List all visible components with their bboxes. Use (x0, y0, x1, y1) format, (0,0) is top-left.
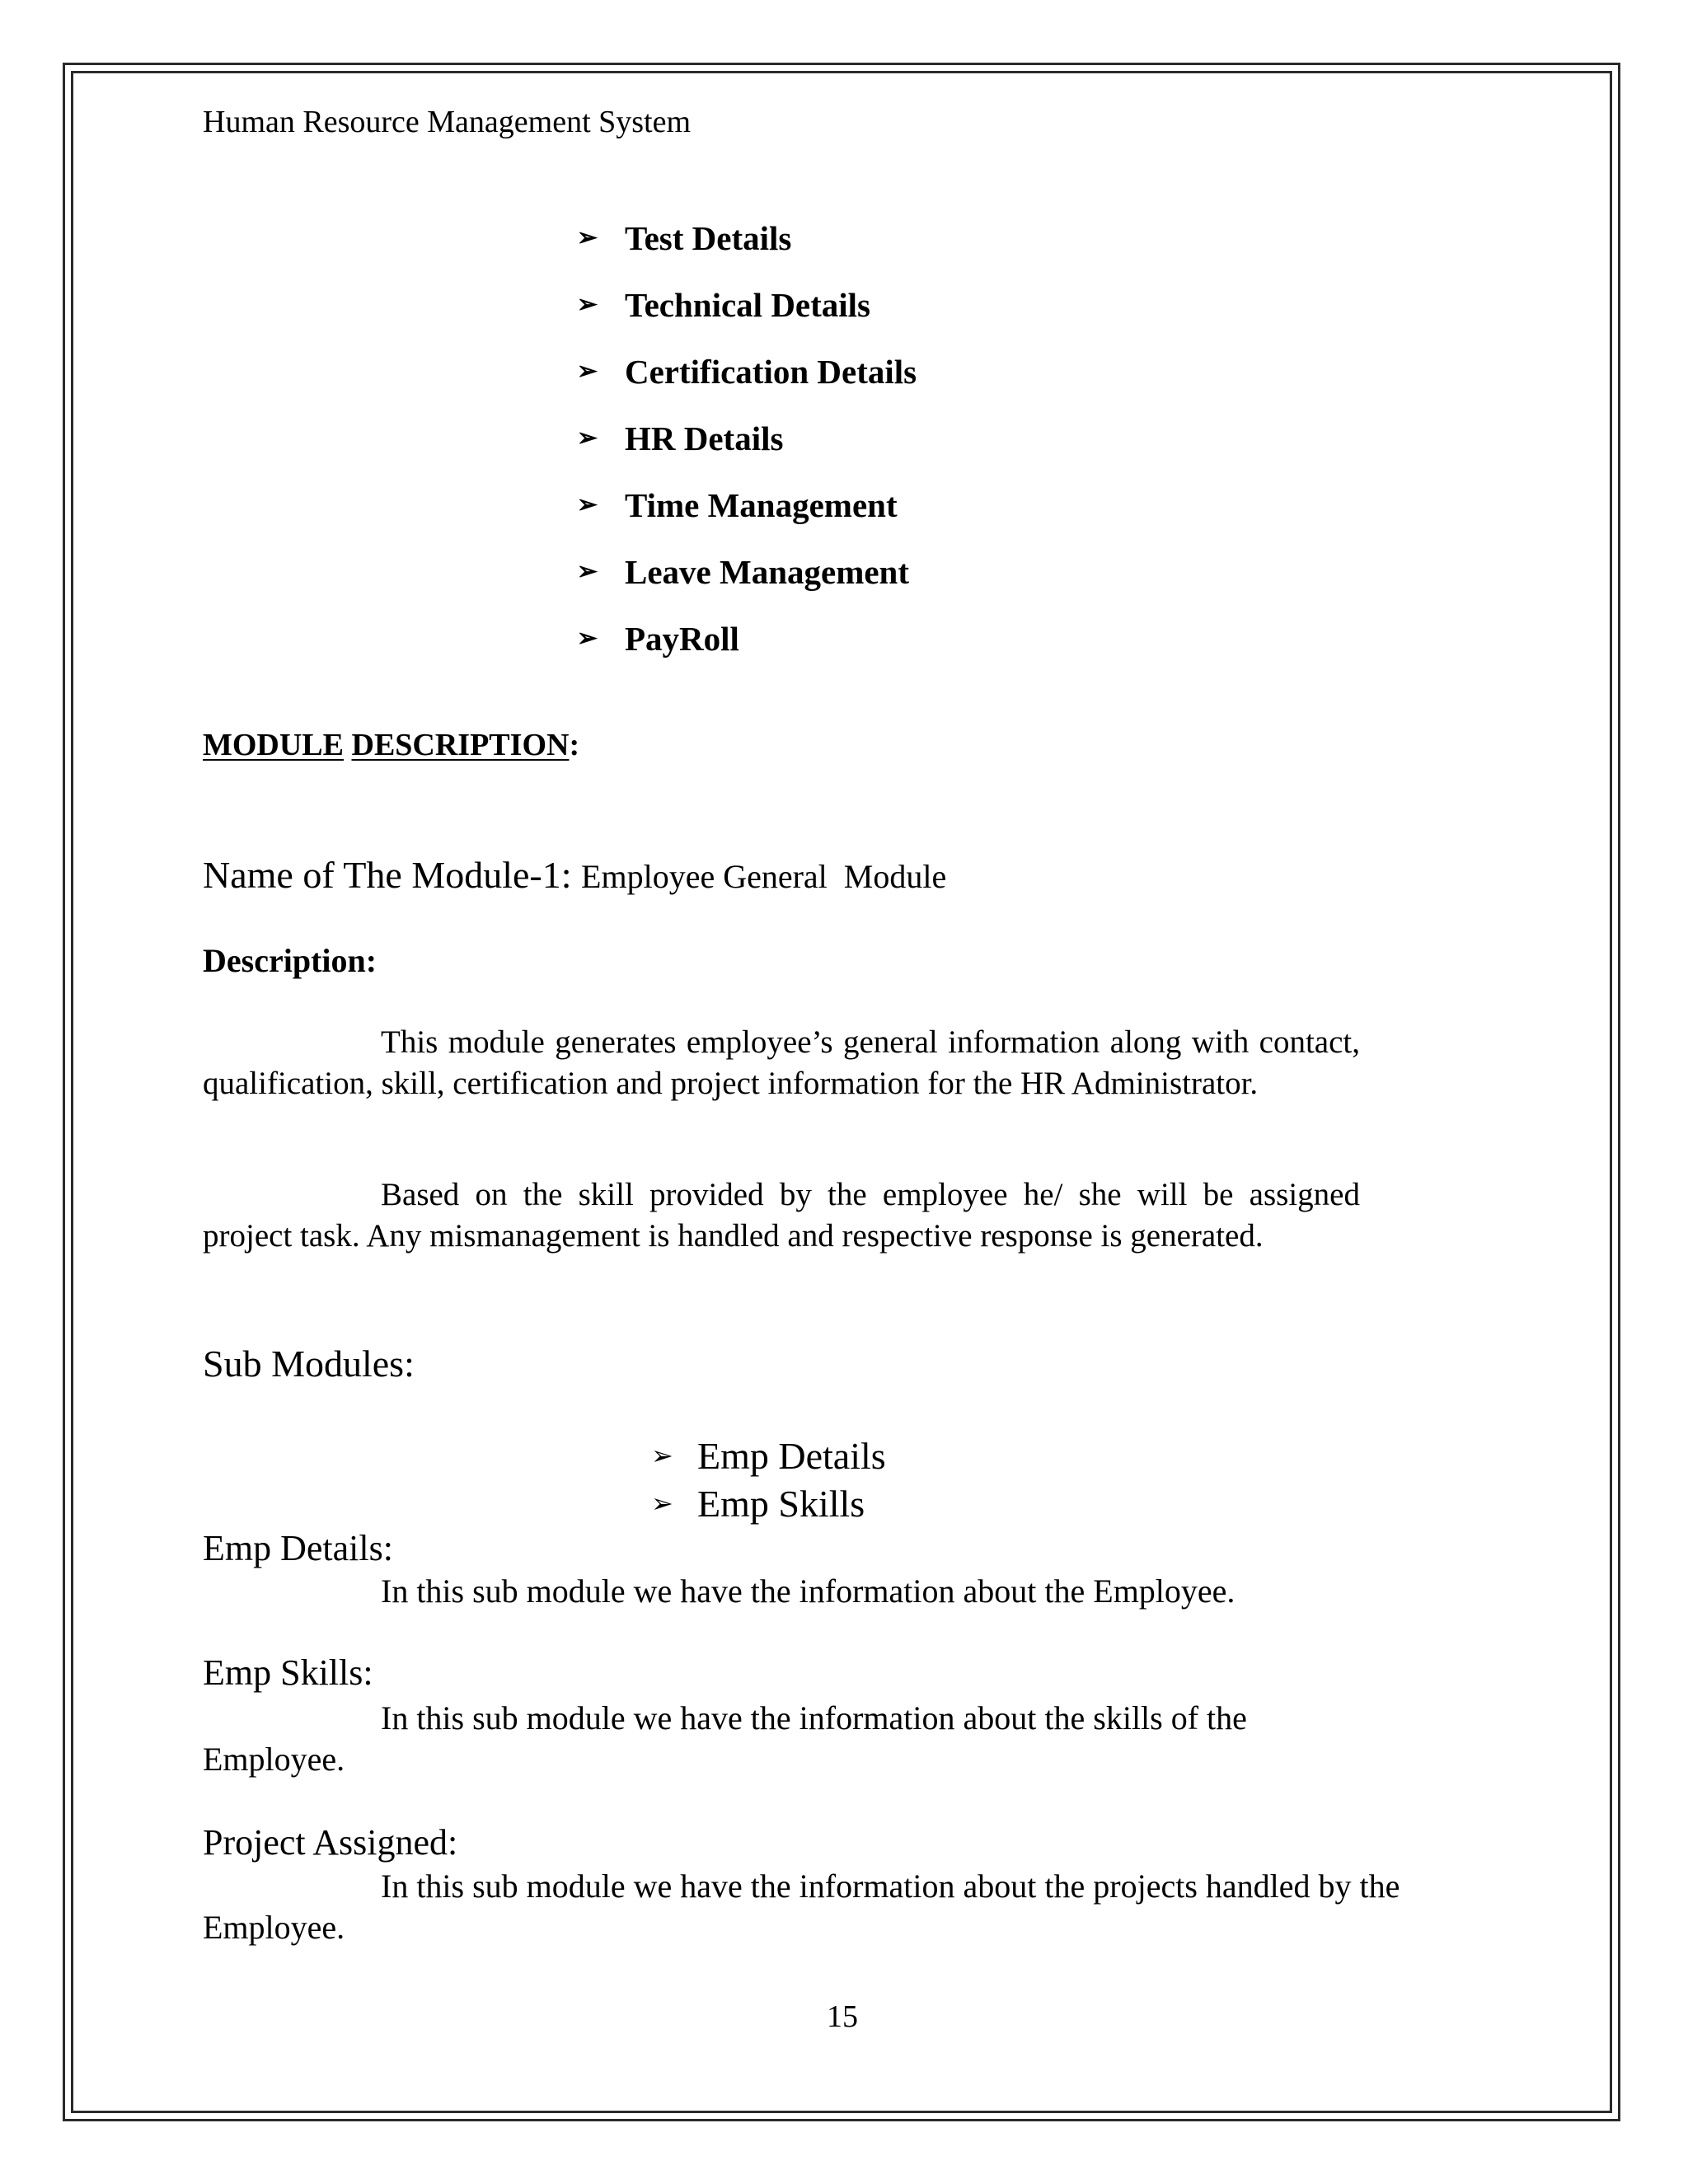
list-item (651, 1432, 886, 1479)
list-item-label: Test Details (625, 218, 792, 257)
arrowhead-bullet-icon: ➢ (577, 491, 598, 518)
list-item (577, 204, 917, 271)
description-word: DESCRIPTION (351, 728, 570, 762)
list-item (577, 405, 917, 471)
section-heading-emp-details: Emp Details: (203, 1528, 393, 1568)
description-paragraph-1: This module generates employee’s general information along with contact, qualification, skill, certification and project information for the HR Administrator. (203, 1024, 1360, 1101)
section-heading-emp-skills: Emp Skills: (203, 1652, 373, 1693)
section-text-emp-skills: In this sub module we have the information about the skills of the Employee. (203, 1699, 1247, 1778)
arrowhead-bullet-icon: ➢ (577, 358, 598, 385)
arrowhead-bullet-icon: ➢ (577, 224, 598, 251)
list-item-label: Time Management (625, 485, 898, 524)
page-number: 15 (827, 1999, 858, 2034)
section-text-emp-details: In this sub module we have the information about the Employee. (381, 1572, 1236, 1610)
list-item-label: Emp Skills (697, 1482, 865, 1525)
arrowhead-bullet-icon: ➢ (577, 558, 598, 585)
description-paragraph-2: Based on the skill provided by the employee he/ she will be assigned project task. Any mismanagement is handled and respective response is generated. (203, 1177, 1360, 1254)
list-item-label: Emp Details (697, 1434, 886, 1477)
list-item (577, 538, 917, 605)
arrowhead-bullet-icon: ➢ (577, 424, 598, 452)
list-item (577, 271, 917, 338)
arrowhead-bullet-icon: ➢ (651, 1488, 673, 1518)
description-label: Description: (203, 942, 377, 979)
list-item-label: Technical Details (625, 285, 871, 324)
list-item (577, 471, 917, 538)
running-header: Human Resource Management System (203, 105, 692, 139)
arrowhead-bullet-icon: ➢ (651, 1441, 673, 1470)
list-item-label: HR Details (625, 419, 784, 457)
list-item (651, 1479, 886, 1527)
section-text-project-assigned: In this sub module we have the information about the projects handled by the Employee. (203, 1868, 1400, 1946)
list-item-label: Certification Details (625, 352, 917, 391)
section-heading-project-assigned: Project Assigned: (203, 1822, 458, 1863)
arrowhead-bullet-icon: ➢ (577, 291, 598, 318)
list-item (577, 338, 917, 405)
list-item-label: PayRoll (625, 619, 739, 658)
sub-module-list (651, 1432, 886, 1527)
sub-modules-label: Sub Modules: (203, 1343, 415, 1385)
module-word: MODULE (203, 728, 344, 762)
arrowhead-bullet-icon: ➢ (577, 625, 598, 652)
module-description-heading (203, 727, 579, 763)
list-item-label: Leave Management (625, 552, 909, 591)
module-name-line (203, 853, 946, 897)
module-name-label: Name of The Module-1: (203, 854, 582, 896)
module-name-value: Employee General Module (581, 858, 947, 895)
module-list (577, 204, 917, 672)
heading-colon: : (569, 728, 580, 762)
list-item (577, 605, 917, 672)
